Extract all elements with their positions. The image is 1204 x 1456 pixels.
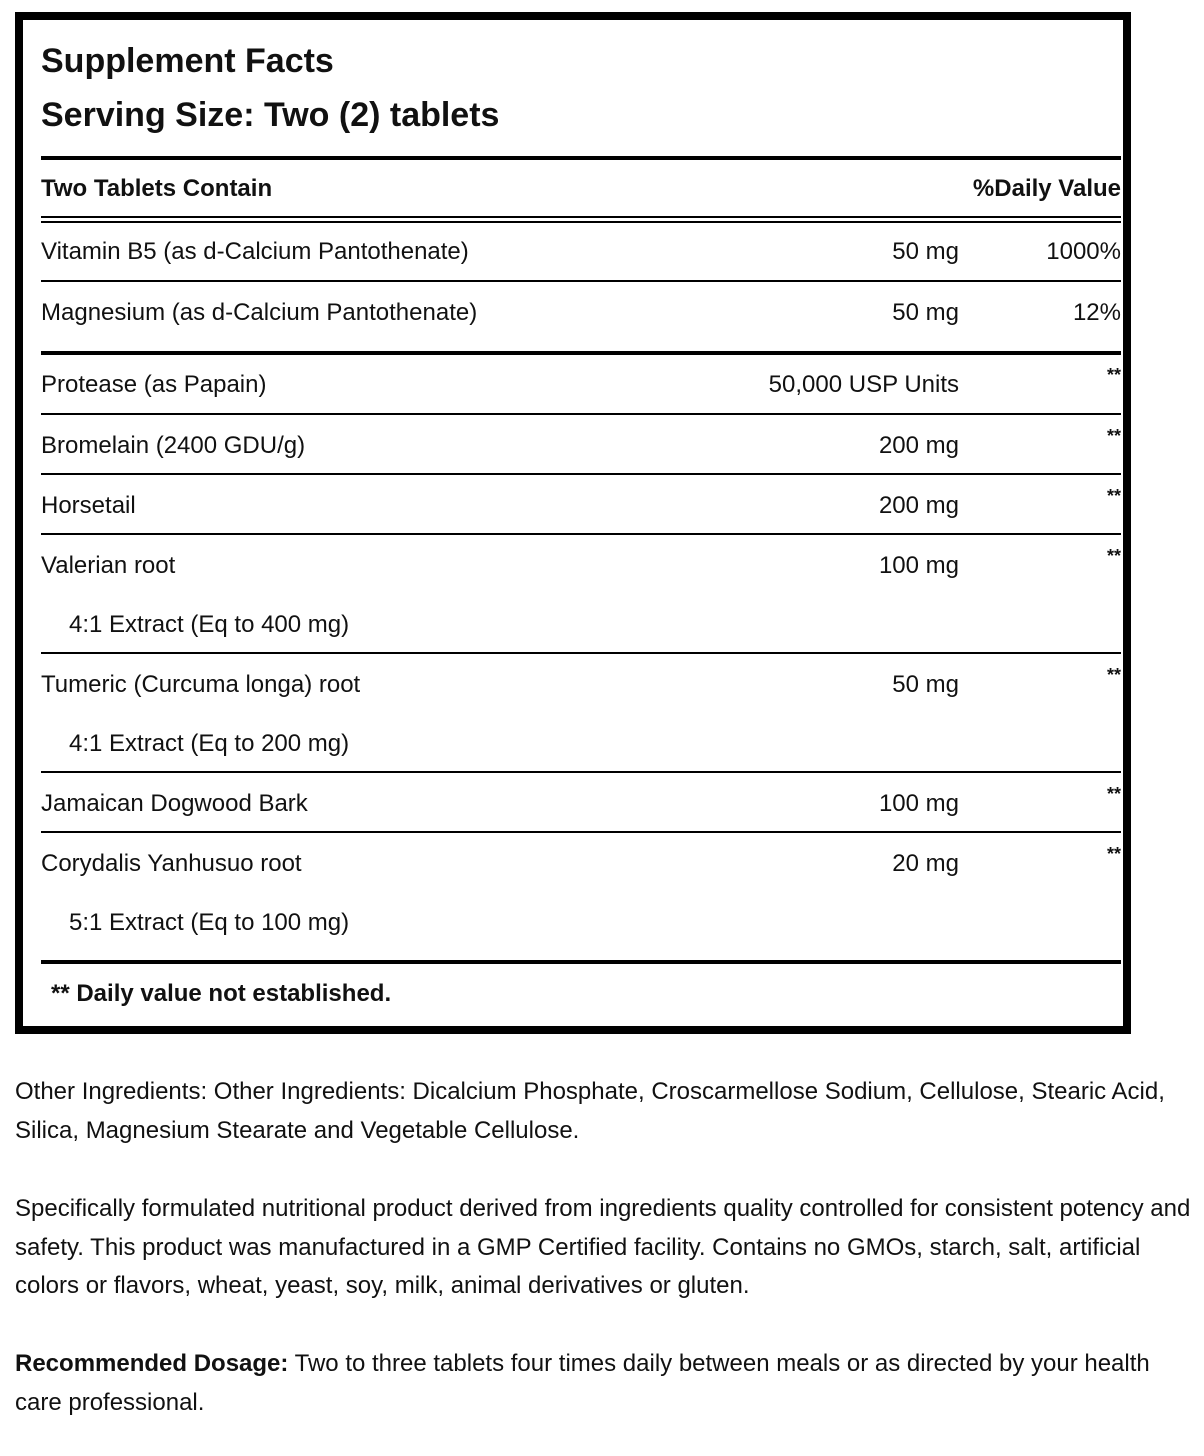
dosage-label: Recommended Dosage: <box>15 1350 289 1377</box>
divider <box>41 351 1121 355</box>
header-daily-value: %Daily Value <box>972 175 1121 202</box>
nutrient-dv: 1000% <box>1046 238 1121 265</box>
ingredient-dv: ** <box>1106 546 1121 566</box>
extract-note: 5:1 Extract (Eq to 100 mg) <box>69 909 350 936</box>
divider <box>41 960 1121 964</box>
ingredient-dv: ** <box>1106 665 1121 685</box>
ingredient-amount: 20 mg <box>892 850 959 877</box>
other-ingredients: Other Ingredients: Other Ingredients: Dicalcium Phosphate, Croscarmellose Sodium, Cellulose, Stearic Acid, Silica, Magnesium Stearate and Vegetable Cellulose. <box>15 1078 1165 1144</box>
ingredient-name: Tumeric (Curcuma longa) root <box>41 671 361 698</box>
divider <box>41 413 1121 415</box>
divider <box>41 771 1121 773</box>
ingredient-amount: 50 mg <box>892 671 959 698</box>
product-description: Specifically formulated nutritional product derived from ingredients quality controlled for consistent potency and safety. This product was manufactured in a GMP Certified facility. Contains no GMOs, starch, salt, artificial colors or flavors, wheat, yeast, soy, milk, animal derivatives or gluten. <box>15 1195 1191 1299</box>
ingredient-name: Bromelain (2400 GDU/g) <box>41 432 306 459</box>
footnote: ** Daily value not established. <box>51 980 392 1007</box>
nutrient-name: Vitamin B5 (as d-Calcium Pantothenate) <box>41 238 469 265</box>
extract-note: 4:1 Extract (Eq to 200 mg) <box>69 730 350 757</box>
nutrient-amount: 50 mg <box>892 238 959 265</box>
divider <box>41 533 1121 535</box>
ingredient-name: Valerian root <box>41 552 176 579</box>
ingredient-name: Jamaican Dogwood Bark <box>41 790 308 817</box>
panel-title: Supplement Facts <box>41 42 334 80</box>
divider <box>41 156 1121 160</box>
ingredient-amount: 100 mg <box>878 552 959 579</box>
ingredient-amount: 200 mg <box>878 492 959 519</box>
ingredient-dv: ** <box>1106 426 1121 446</box>
divider <box>41 216 1121 223</box>
divider <box>41 280 1121 282</box>
header-contains: Two Tablets Contain <box>41 175 273 202</box>
ingredient-amount: 100 mg <box>878 790 959 817</box>
extract-note: 4:1 Extract (Eq to 400 mg) <box>69 611 350 638</box>
serving-size: Serving Size: Two (2) tablets <box>41 96 500 134</box>
recommended-dosage <box>15 1345 1195 1422</box>
divider <box>41 652 1121 654</box>
ingredient-name: Protease (as Papain) <box>41 371 267 398</box>
divider <box>41 831 1121 833</box>
nutrient-name: Magnesium (as d-Calcium Pantothenate) <box>41 299 478 326</box>
nutrient-dv: 12% <box>1072 299 1121 326</box>
nutrient-amount: 50 mg <box>892 299 959 326</box>
ingredient-name: Corydalis Yanhusuo root <box>41 850 302 877</box>
ingredient-amount: 50,000 USP Units <box>768 371 959 398</box>
ingredient-amount: 200 mg <box>878 432 959 459</box>
divider <box>41 473 1121 475</box>
supplement-facts-panel <box>15 12 1131 1034</box>
ingredient-dv: ** <box>1106 844 1121 864</box>
ingredient-name: Horsetail <box>41 492 136 519</box>
ingredient-dv: ** <box>1106 784 1121 804</box>
ingredient-dv: ** <box>1106 365 1121 385</box>
ingredient-dv: ** <box>1106 486 1121 506</box>
dosage-text: Two to three tablets four times daily between meals or as directed by your health care professional. <box>15 1350 1150 1416</box>
